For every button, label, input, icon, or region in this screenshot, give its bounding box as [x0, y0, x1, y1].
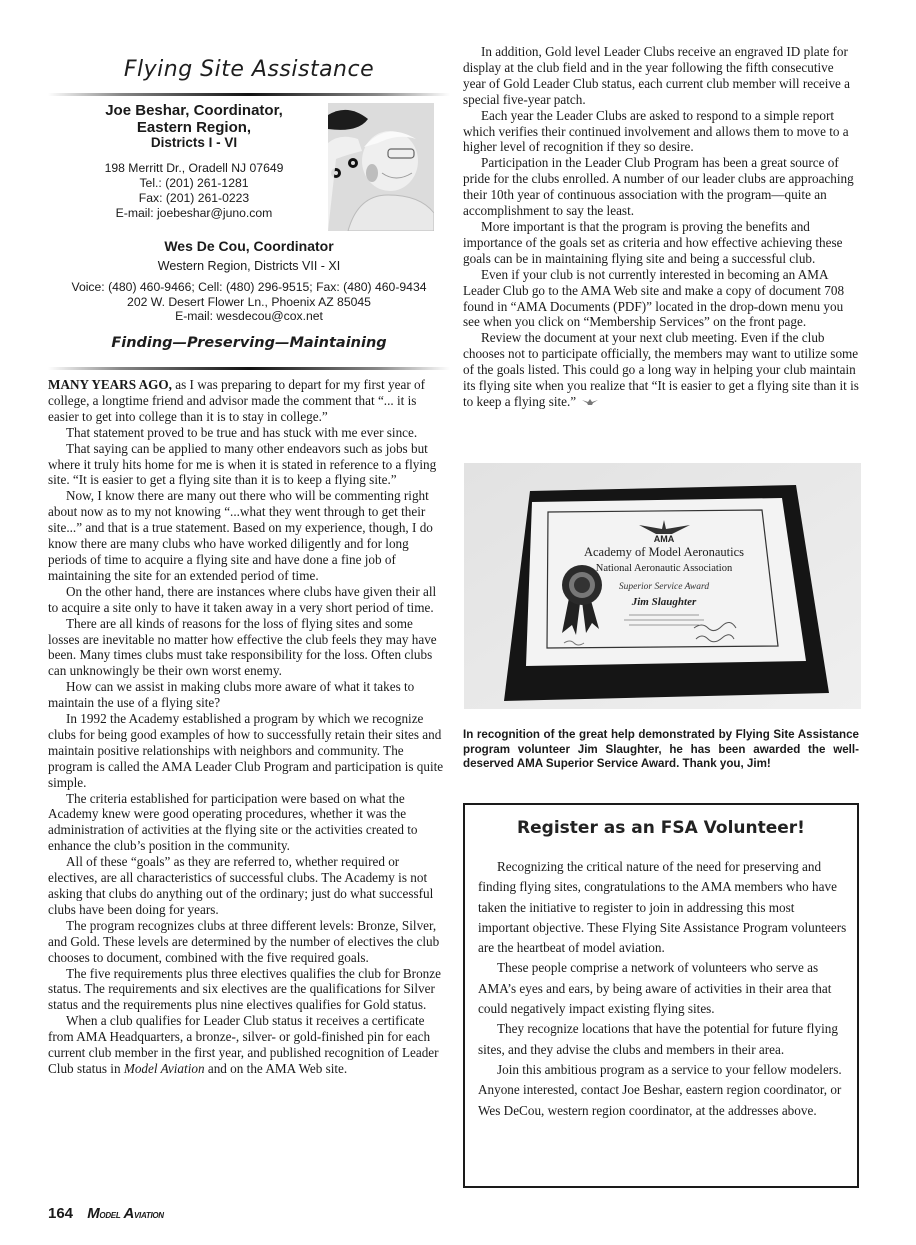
- page-footer: [48, 1205, 164, 1222]
- article-column-left: [48, 377, 444, 1077]
- article-paragraph: There are all kinds of reasons for the loss of flying sites and some losses are inevitable no matter how effective the club feels they may have been. Many times clubs must take responsibility for the loss. Often clubs can unknowingly be their own worst enemy.: [48, 615, 437, 679]
- west-contact-info: [48, 280, 450, 324]
- article-paragraph: MANY YEARS AGO, as I was preparing to depart for my first year of college, a longtime friend and advisor made the comment that “... it is easier to get into college than it is to stay in college.”: [48, 377, 425, 424]
- east-email: E-mail: joebeshar@juno.com: [115, 206, 273, 220]
- register-box-title: Register as an FSA Volunteer!: [517, 818, 805, 838]
- east-name-line2: Eastern Region,: [136, 119, 252, 136]
- article-paragraph: That statement proved to be true and has stuck with me ever since.: [66, 424, 418, 440]
- cert-affiliation: National Aeronautic Association: [595, 563, 733, 574]
- article-paragraph: More important is that the program is proving the benefits and importance of the goals set as criteria and how effective achieving these goals can be in maintaining flying site and being a successful club.: [463, 218, 843, 266]
- article-paragraph: All of these “goals” as they are referred to, whether required or electives, are all characteristics of successful clubs. The Academy is not asking that clubs do anything out of the ordinary; just do what successful clubs have been doing for years.: [48, 854, 434, 917]
- section-subhead: Finding—Preserving—Maintaining: [111, 335, 387, 351]
- article-paragraph: Now, I know there are many out there who will be commenting right about now as to my not knowing “...what they went through to get their site...” and that is a true statement. Based on my experience, though, I do know there are many clubs who have worked diligently and for long periods of time to acquire a flying site and have done a fine job of maintaining the site for an extended period of time.: [48, 488, 433, 583]
- section-title: Flying Site Assistance: [123, 57, 375, 82]
- article-paragraph: That saying can be applied to many other endeavors such as jobs but where it truly hits home for me is when it is stated in reference to a flying site. “It is easier to get a flying site than it is to keep a flying site.”: [48, 440, 437, 488]
- certificate-image: [464, 463, 861, 709]
- publication-name: Model Aviation: [87, 1205, 164, 1222]
- west-phones: Voice: (480) 460-9466; Cell: (480) 296-9515; Fax: (480) 460-9434: [71, 280, 427, 294]
- article-paragraph: In 1992 the Academy established a program by which we recognize clubs for being good examples of how to successfully retain their sites and maintain positive relationships with neighbors and community. The program is called the AMA Leader Club Program and participation is quite simple.: [48, 711, 444, 790]
- east-tel: Tel.: (201) 261-1281: [139, 176, 249, 190]
- head: [362, 131, 418, 191]
- certificate-photo: [464, 463, 861, 709]
- cert-org: Academy of Model Aeronautics: [583, 545, 745, 559]
- west-address: 202 W. Desert Flower Ln., Phoenix AZ 85045: [127, 294, 371, 309]
- east-address: 198 Merritt Dr., Oradell NJ 07649: [104, 161, 284, 175]
- register-volunteer-box: [463, 803, 859, 1188]
- register-box-body: [478, 857, 848, 1121]
- east-name-line1: Joe Beshar, Coordinator,: [105, 102, 283, 119]
- article-paragraph: The five requirements plus three electives qualifies the club for Bronze status. The requirements and six electives are the qualifications for Silver status and the requirements plus nine electives qualifies for Gold status.: [48, 965, 441, 1013]
- divider-top: [48, 93, 450, 96]
- register-paragraph: These people comprise a network of volunteers who serve as AMA’s eyes and ears, by being aware of activities in their area that could negatively impact existing flying sites.: [478, 960, 832, 1017]
- cert-award: Superior Service Award: [618, 582, 710, 592]
- ama-wings-icon: [582, 399, 598, 406]
- article-paragraph: Review the document at your next club meeting. Even if the club chooses not to participate officially, the members may want to utilize some of the goals listed. This could go a long way in helping your club maintain its flying site when you realize that “It is easier to get a flying site than it is to keep a flying site.”: [463, 330, 859, 409]
- article-paragraph: Each year the Leader Clubs are asked to respond to a simple report which verifies their continued involvement and allows them to move to a higher level of recognition if they so desire.: [463, 107, 849, 155]
- article-paragraph: In addition, Gold level Leader Clubs receive an engraved ID plate for display at the club field and in the year following the fifth consecutive year of Gold Leader Club status, each current club member will receive a special five-year patch.: [463, 44, 851, 107]
- page-number: 164: [48, 1205, 74, 1222]
- coordinator-photo: [328, 103, 434, 231]
- article-paragraph: Participation in the Leader Club Program has been a great source of pride for the clubs enrolled. A number of our leader clubs are approaching their 10th year of continuous association with the program—quite an accomplishment to say the least.: [463, 155, 854, 219]
- publication-reference: Model Aviation: [123, 1060, 205, 1076]
- east-districts: Districts I - VI: [150, 135, 238, 150]
- article-lead-in: MANY YEARS AGO,: [48, 377, 172, 392]
- article-paragraph: On the other hand, there are instances where clubs have given their all to acquire a site only to have it taken away in a very short period of time.: [48, 583, 437, 615]
- register-paragraph: They recognize locations that have the potential for future flying sites, and they advise the clubs and members in their area.: [478, 1021, 838, 1057]
- west-coordinator-name: Wes De Cou, Coordinator: [164, 238, 334, 254]
- west-email: E-mail: wesdecou@cox.net: [175, 309, 323, 323]
- article-paragraph: The criteria established for participation were based on what the Academy knew were good operating procedures, whether it was the administration of activities at the flying site or the activities created to enhance the club’s position in the community.: [48, 790, 418, 854]
- divider-middle: [48, 367, 450, 370]
- east-contact-info: [70, 161, 318, 221]
- register-paragraph: Recognizing the critical nature of the need for preserving and finding flying sites, congratulations to the AMA members who have taken the initiative to register to join in addressing this most important objective. These Flying Site Assistance Program volunteers are the heartbeat of model aviation.: [478, 859, 847, 956]
- cert-logo-text: AMA: [653, 534, 675, 544]
- portrait-image: [328, 103, 434, 231]
- cert-recipient: Jim Slaughter: [631, 596, 697, 608]
- east-fax: Fax: (201) 261-0223: [138, 191, 250, 205]
- article-paragraph: Even if your club is not currently interested in becoming an AMA Leader Club go to the AMA Web site and make a copy of document 708 found in “AMA Documents (PDF)” located in the drop-down menu you see when you click on “Membership Services” on the front page.: [463, 266, 845, 330]
- article-paragraph: When a club qualifies for Leader Club status it receives a certificate from AMA Headquarters, a bronze-, silver- or gold-finished pin for each current club member in the first year, and published recognition of Leader Club status in Model Aviation and on the AMA Web site.: [48, 1013, 439, 1076]
- east-coordinator-name: [70, 102, 318, 136]
- register-paragraph: Join this ambitious program as a service to your fellow modelers. Anyone interested, contact Joe Beshar, eastern region coordinator, or Wes DeCou, western region coordinator, at the addresses above.: [478, 1061, 842, 1118]
- photo-caption: In recognition of the great help demonstrated by Flying Site Assistance program volunteer Jim Slaughter, he has been awarded the well-deserved AMA Superior Service Award. Thank you, Jim!: [463, 728, 859, 770]
- article-paragraph: The program recognizes clubs at three different levels: Bronze, Silver, and Gold. These levels are determined by the number of electives the club chooses to document, combined with the five required goals.: [48, 917, 440, 965]
- west-districts: Western Region, Districts VII - XI: [157, 259, 341, 273]
- article-paragraph: How can we assist in making clubs more aware of what it takes to maintain the use of a flying site?: [48, 679, 415, 711]
- article-column-right: [463, 44, 859, 410]
